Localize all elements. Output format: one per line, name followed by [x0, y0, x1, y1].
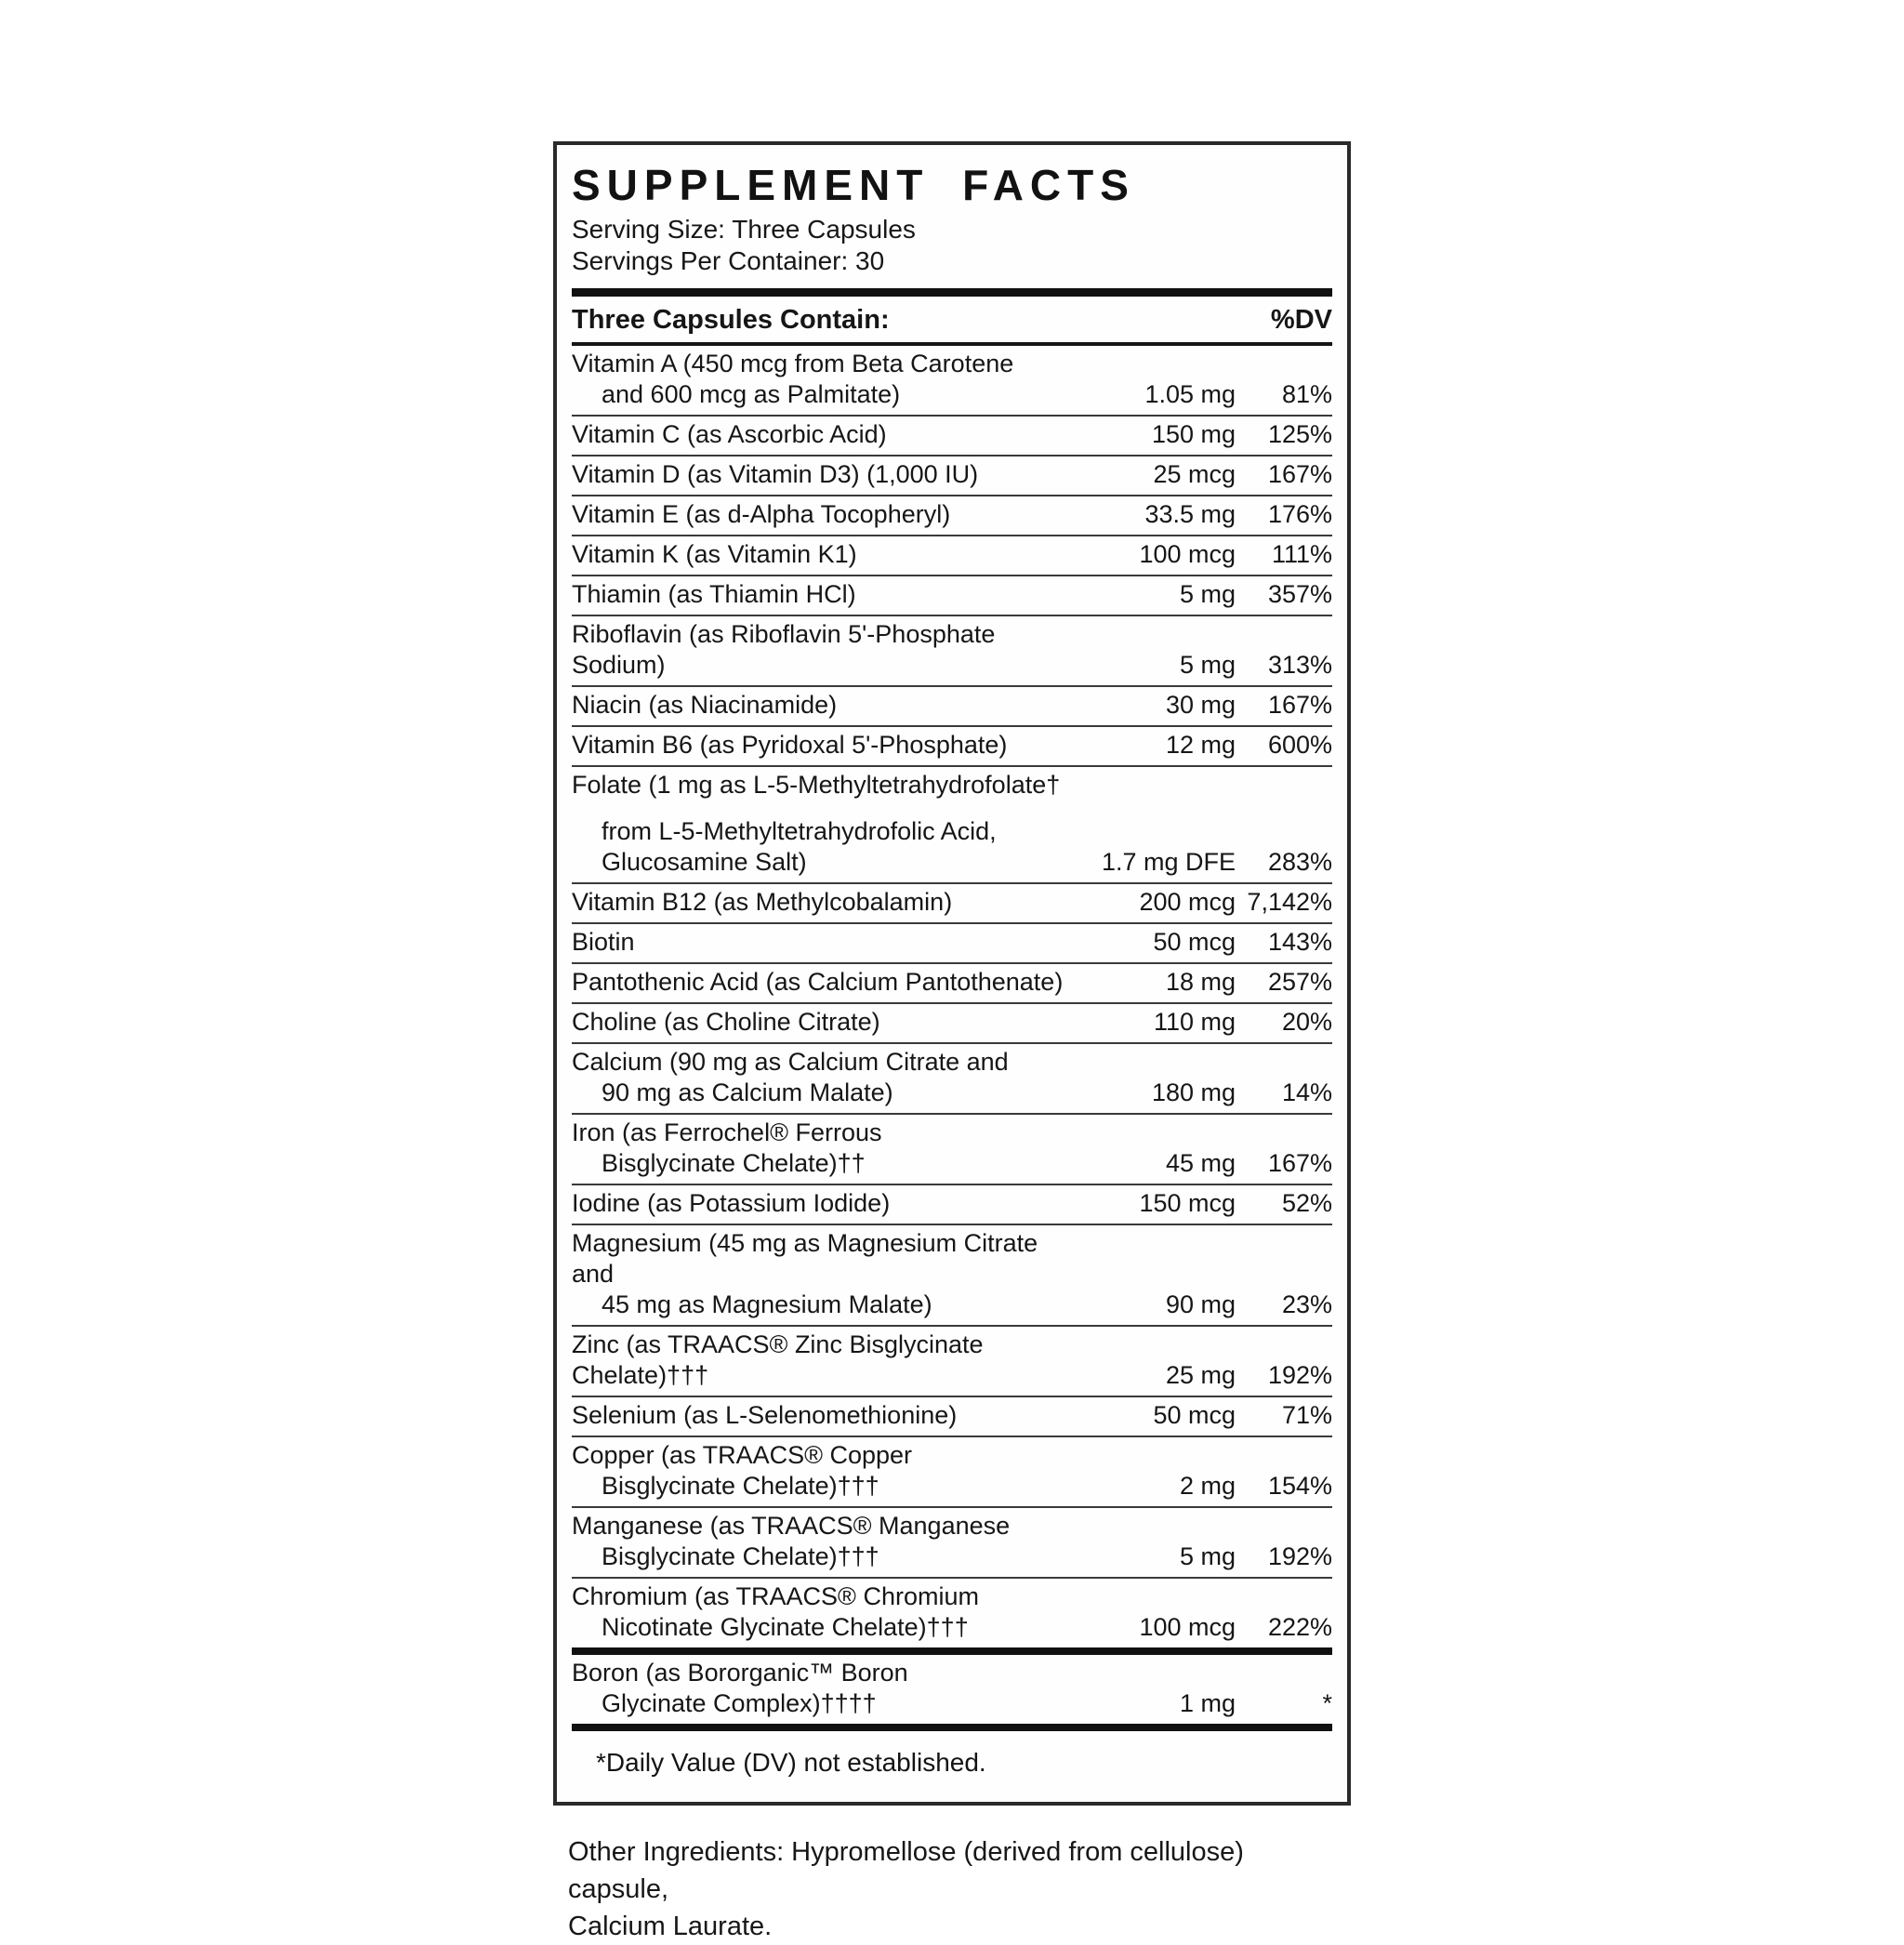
nutrient-amount: 12 mg: [1165, 731, 1236, 759]
nutrient-name-line: Iron (as Ferrochel® Ferrous: [572, 1118, 882, 1146]
table-row: [572, 616, 1332, 687]
nutrient-dv: 257%: [1267, 968, 1332, 996]
dv-footnote: *Daily Value (DV) not established.: [596, 1748, 986, 1777]
nutrient-name-line: Nicotinate Glycinate Chelate)†††: [602, 1613, 969, 1641]
nutrient-name-line: Bisglycinate Chelate)†††: [602, 1542, 879, 1570]
table-row: [572, 964, 1332, 1004]
nutrient-dv: 125%: [1267, 420, 1332, 448]
table-row: [572, 576, 1332, 616]
table-row: [572, 496, 1332, 536]
nutrient-dv: 176%: [1267, 500, 1332, 528]
nutrient-name-line: Vitamin E (as d-Alpha Tocopheryl): [572, 500, 951, 528]
nutrient-name: [572, 927, 1076, 958]
nutrient-amount: 45 mg: [1165, 1149, 1236, 1177]
nutrient-name: [572, 1658, 1076, 1719]
nutrient-name-line: Vitamin B12 (as Methylcobalamin): [572, 888, 953, 916]
table-row: [572, 767, 1332, 884]
nutrient-name: [572, 1330, 1076, 1391]
table-row: [572, 417, 1332, 456]
nutrient-name-line: Pantothenic Acid (as Calcium Pantothenate): [572, 968, 1064, 996]
nutrient-name-line: Calcium (90 mg as Calcium Citrate and: [572, 1048, 1009, 1076]
nutrient-amount: 5 mg: [1179, 580, 1236, 608]
nutrient-name-line: Boron (as Bororganic™ Boron: [572, 1659, 908, 1687]
nutrient-amount: 1.7 mg DFE: [1101, 848, 1236, 876]
nutrient-amount: 200 mcg: [1139, 888, 1236, 916]
nutrient-amount: 33.5 mg: [1144, 500, 1236, 528]
table-row: [572, 536, 1332, 576]
table-row: [572, 1004, 1332, 1044]
nutrient-name-line: Chromium (as TRAACS® Chromium: [572, 1582, 979, 1610]
other-ingredients: [553, 1833, 1351, 1945]
nutrient-amount: 25 mg: [1165, 1361, 1236, 1389]
other-ingredients-line: Other Ingredients: Hypromellose (derived from cellulose) capsule,: [568, 1837, 1244, 1904]
nutrient-dv: 52%: [1281, 1189, 1332, 1217]
table-row: [572, 1579, 1332, 1655]
nutrient-name-line: and 600 mcg as Palmitate): [602, 380, 901, 408]
nutrient-name: [572, 1118, 1076, 1179]
nutrient-name: [572, 1228, 1076, 1320]
nutrient-name: [572, 459, 1076, 490]
nutrient-name: [572, 887, 1076, 918]
panel-title: SUPPLEMENT FACTS: [572, 161, 1135, 209]
table-row: [572, 1327, 1332, 1397]
nutrient-amount: 90 mg: [1165, 1290, 1236, 1318]
dv-column-header: %DV: [1270, 305, 1332, 335]
nutrient-name: [572, 690, 1076, 721]
table-row: [572, 1508, 1332, 1579]
nutrient-name: [572, 619, 1076, 681]
table-row: [572, 1225, 1332, 1327]
table-row: [572, 687, 1332, 727]
nutrient-name-line: Vitamin C (as Ascorbic Acid): [572, 420, 887, 448]
table-row: [572, 1655, 1332, 1731]
nutrient-name-line: Magnesium (45 mg as Magnesium Citrate and: [572, 1229, 1038, 1288]
table-header-row: [572, 297, 1332, 346]
nutrient-name-line: Iodine (as Potassium Iodide): [572, 1189, 891, 1217]
nutrient-amount: 18 mg: [1165, 968, 1236, 996]
nutrient-name-line: Niacin (as Niacinamide): [572, 691, 838, 719]
nutrient-name-line: Vitamin D (as Vitamin D3) (1,000 IU): [572, 460, 979, 488]
nutrient-amount: 50 mcg: [1153, 1401, 1236, 1429]
nutrient-amount: 30 mg: [1165, 691, 1236, 719]
nutrient-dv: 14%: [1281, 1078, 1332, 1106]
supplement-facts-panel: [553, 141, 1351, 1806]
nutrient-amount: 150 mcg: [1139, 1189, 1236, 1217]
nutrient-amount: 180 mg: [1151, 1078, 1236, 1106]
nutrient-name-line: Vitamin K (as Vitamin K1): [572, 540, 857, 568]
nutrient-dv: 283%: [1267, 848, 1332, 876]
nutrient-name: [572, 1581, 1076, 1643]
thick-divider-top: [572, 288, 1332, 297]
other-ingredients-line: Calcium Laurate.: [568, 1912, 773, 1941]
table-row: [572, 884, 1332, 924]
nutrient-name-line: Vitamin B6 (as Pyridoxal 5'-Phosphate): [572, 731, 1008, 759]
nutrient-amount: 5 mg: [1179, 1542, 1236, 1570]
nutrient-dv: 192%: [1267, 1542, 1332, 1570]
nutrient-name-line: Choline (as Choline Citrate): [572, 1008, 880, 1036]
table-row: [572, 924, 1332, 964]
nutrient-dv: 71%: [1281, 1401, 1332, 1429]
nutrient-dv: 313%: [1267, 651, 1332, 679]
nutrient-name-line: Bisglycinate Chelate)††: [602, 1149, 866, 1177]
nutrient-amount: 100 mcg: [1139, 1613, 1236, 1641]
nutrient-dv: 143%: [1267, 928, 1332, 956]
nutrient-name: [572, 419, 1076, 450]
table-row: [572, 1115, 1332, 1185]
nutrient-dv: 167%: [1267, 460, 1332, 488]
table-row: [572, 1437, 1332, 1508]
nutrient-dv: 23%: [1281, 1290, 1332, 1318]
nutrient-name: [572, 1440, 1076, 1502]
nutrient-amount: 25 mcg: [1153, 460, 1236, 488]
nutrient-amount: 50 mcg: [1153, 928, 1236, 956]
nutrient-dv: 222%: [1267, 1613, 1332, 1641]
nutrient-dv: 7,142%: [1247, 888, 1332, 916]
nutrient-name: [572, 967, 1076, 998]
nutrient-name-line: 45 mg as Magnesium Malate): [602, 1290, 932, 1318]
nutrient-name-line: Riboflavin (as Riboflavin 5'-Phosphate Sodium): [572, 620, 996, 679]
nutrient-name-line: Zinc (as TRAACS® Zinc Bisglycinate Chelate)†††: [572, 1330, 984, 1389]
nutrient-amount: 150 mg: [1151, 420, 1236, 448]
table-row: [572, 1185, 1332, 1225]
nutrient-name-line: Vitamin A (450 mcg from Beta Carotene: [572, 350, 1014, 377]
nutrient-amount: 100 mcg: [1139, 540, 1236, 568]
nutrient-name: [572, 539, 1076, 570]
nutrient-name-line: Selenium (as L-Selenomethionine): [572, 1401, 958, 1429]
nutrient-name: [572, 1400, 1076, 1431]
nutrient-amount: 1.05 mg: [1144, 380, 1236, 408]
nutrient-amount: 5 mg: [1179, 651, 1236, 679]
nutrient-name-line: Biotin: [572, 928, 635, 956]
table-row: [572, 1397, 1332, 1437]
nutrient-amount: 1 mg: [1179, 1689, 1236, 1717]
nutrient-name-line: from L-5-Methyltetrahydrofolic Acid,: [602, 817, 997, 845]
nutrient-name-line: Glucosamine Salt): [602, 848, 807, 876]
nutrient-name: [572, 1188, 1076, 1219]
nutrient-dv: 192%: [1267, 1361, 1332, 1389]
nutrient-dv: 154%: [1267, 1472, 1332, 1500]
nutrient-amount: 110 mg: [1153, 1008, 1236, 1036]
nutrient-name-line: Folate (1 mg as L-5-Methyltetrahydrofolate†: [572, 771, 1061, 799]
nutrient-name-line: Glycinate Complex)††††: [602, 1689, 877, 1717]
table-row: [572, 1044, 1332, 1115]
nutrient-dv: 20%: [1281, 1008, 1332, 1036]
servings-per-container: Servings Per Container: 30: [572, 246, 885, 275]
nutrient-name-line: Copper (as TRAACS® Copper: [572, 1441, 913, 1469]
nutrient-dv: 81%: [1281, 380, 1332, 408]
nutrient-amount: 2 mg: [1179, 1472, 1236, 1500]
nutrient-dv: 357%: [1267, 580, 1332, 608]
nutrient-dv: *: [1322, 1689, 1332, 1717]
facts-rows: [572, 346, 1332, 1731]
nutrient-dv: 111%: [1271, 540, 1332, 568]
nutrient-name-line: Manganese (as TRAACS® Manganese: [572, 1512, 1011, 1540]
nutrient-dv: 167%: [1267, 1149, 1332, 1177]
nutrient-name: [572, 1511, 1076, 1572]
nutrient-name-line: Thiamin (as Thiamin HCl): [572, 580, 856, 608]
table-row: [572, 456, 1332, 496]
nutrient-name: [572, 770, 1076, 878]
nutrient-dv: 600%: [1267, 731, 1332, 759]
table-row: [572, 346, 1332, 417]
nutrient-name: [572, 349, 1076, 410]
nutrient-name: [572, 1047, 1076, 1108]
supplement-label-area: [553, 141, 1351, 1945]
serving-size: Serving Size: Three Capsules: [572, 215, 916, 244]
nutrient-dv: 167%: [1267, 691, 1332, 719]
nutrient-name: [572, 730, 1076, 761]
table-row: [572, 727, 1332, 767]
nutrient-name: [572, 499, 1076, 530]
nutrient-name: [572, 1007, 1076, 1038]
contains-label: Three Capsules Contain:: [572, 305, 890, 335]
nutrient-name-line: Bisglycinate Chelate)†††: [602, 1472, 879, 1500]
nutrient-name-line: 90 mg as Calcium Malate): [602, 1078, 893, 1106]
nutrient-name: [572, 579, 1076, 610]
